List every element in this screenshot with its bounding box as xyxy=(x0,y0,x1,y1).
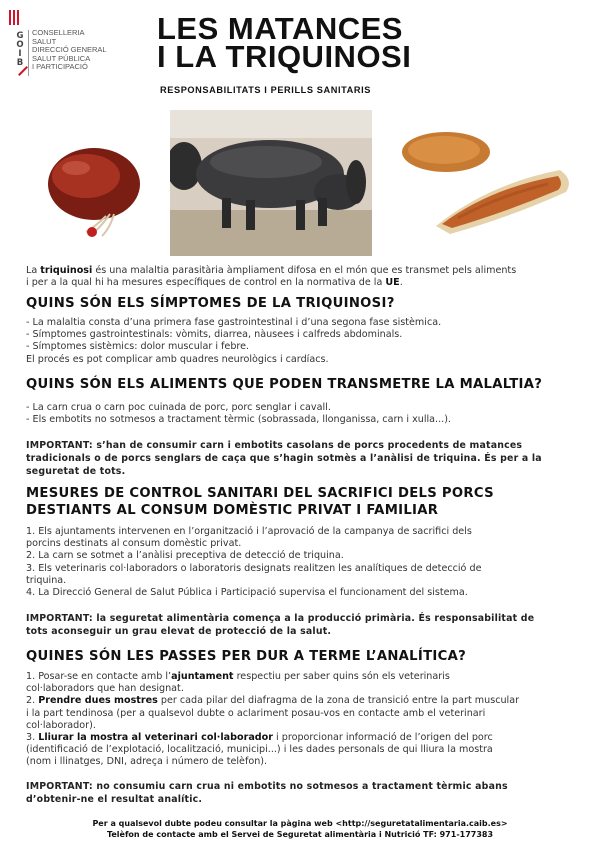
pig-photo xyxy=(170,110,372,256)
important-line: IMPORTANT: no consumiu carn crua ni embotits no sotmesos a tractament tèrmic abans xyxy=(26,781,508,792)
foods-list xyxy=(26,402,574,426)
intro-term: triquinosi xyxy=(40,265,93,276)
important-note-safety xyxy=(26,613,578,639)
step-text: i proporcionar informació de l’origen del porc xyxy=(273,732,493,744)
logo-letter: I xyxy=(18,49,22,59)
step-text: col·laborador). xyxy=(26,719,96,731)
analysis-steps-list xyxy=(26,671,574,769)
intro-text: . xyxy=(399,277,403,289)
organization-name xyxy=(32,29,107,72)
step-text: col·laboradors que han designat. xyxy=(26,683,184,695)
list-item: - La malaltia consta d’una primera fase gastrointestinal i d’una segona fase sistèmica. xyxy=(26,317,442,328)
step-emphasis: Lliurar la mostra al veterinari col·laborador xyxy=(38,732,273,744)
step-text: 3. xyxy=(26,732,39,744)
title-line: LES MATANCES xyxy=(157,11,403,46)
list-item: - La carn crua o carn poc cuinada de porc, porc senglar i cavall. xyxy=(26,402,331,413)
section-heading-control-measures xyxy=(26,485,586,519)
footer-website-line: Per a qualsevol dubte podeu consultar la pàgina web <http://seguretatalimentaria.caib.es> xyxy=(92,819,508,828)
important-line: tradicionals o de porcs senglars de caça que s’hagin sotmès a l’anàlisi de triquina. És per a la xyxy=(26,452,542,464)
important-line: IMPORTANT: la seguretat alimentària comença a la producció primària. És responsabilitat de xyxy=(26,613,535,624)
intro-text: és una malaltia parasitària àmpliament difosa en el món que es transmet pels aliments xyxy=(92,265,517,276)
important-note-foods xyxy=(26,440,578,478)
org-line: DIRECCIÓ GENERAL xyxy=(32,45,107,55)
list-item: 4. La Direcció General de Salut Pública i Participació supervisa el funcionament del sistema. xyxy=(26,587,468,599)
logo-letter: B xyxy=(16,58,24,68)
step-text: per cada pilar del diafragma de la zona de transició entre la part muscular xyxy=(157,695,520,707)
page-title xyxy=(157,11,412,74)
sobrassada-bread-photo xyxy=(398,126,574,238)
step-text: (nom i llinatges, DNI, adreça i número de telèfon). xyxy=(26,756,268,768)
important-line: IMPORTANT: s’han de consumir carn i embotits casolans de porcs procedents de matances xyxy=(26,440,523,451)
org-line: SALUT xyxy=(32,36,57,46)
heading-line: MESURES DE CONTROL SANITARI DEL SACRIFICI DELS PORCS xyxy=(26,486,494,501)
important-line: d’obtenir-ne el resultat analític. xyxy=(26,793,203,805)
section-heading-foods: QUINS SÓN ELS ALIMENTS QUE PODEN TRANSMETRE LA MALALTIA? xyxy=(26,377,543,392)
step-text: i la part tendinosa (per a qualsevol dubte o aclariment posau-vos en contacte amb el veterinari xyxy=(26,707,486,719)
section-heading-analysis-steps: QUINES SÓN LES PASSES PER DUR A TERME L’ANALÍTICA? xyxy=(26,649,467,664)
logo-divider xyxy=(28,30,29,76)
step-text: (identificació de l’explotació, localització, municipi...) i les dades personals de qui lliura la mostra xyxy=(26,744,493,756)
list-item: 3. Els veterinaris col·laboradors o laboratoris designats realitzen les analítiques de detecció de xyxy=(26,562,482,574)
intro-text: i per a la qual hi ha mesures específiques de control en la normativa de la xyxy=(26,277,386,289)
logo-letter: O xyxy=(16,40,24,50)
step-text: respectiu per saber quins són els veterinaris xyxy=(233,671,450,682)
step-emphasis: ajuntament xyxy=(171,671,234,682)
step-text: 1. Posar-se en contacte amb l’ xyxy=(26,671,172,682)
footer xyxy=(0,818,600,840)
list-item: - Símptomes gastrointestinals: vòmits, diarrea, nàusees i calfreds abdominals. xyxy=(26,329,403,341)
sausage-photo xyxy=(30,132,142,240)
logo-letter: G xyxy=(16,31,24,41)
section-heading-symptoms: QUINS SÓN ELS SÍMPTOMES DE LA TRIQUINOSI? xyxy=(26,296,395,311)
important-line: tots aconseguir un grau elevat de protecció de la salut. xyxy=(26,625,332,637)
important-note-consumption xyxy=(26,781,578,807)
footer-phone-line: Telèfon de contacte amb el Servei de Seguretat alimentària i Nutrició TF: 971-177383 xyxy=(106,830,494,839)
step-emphasis: Prendre dues mostres xyxy=(38,695,158,707)
balearic-flag-icon xyxy=(9,10,22,25)
list-item: 2. La carn se sotmet a l’anàlisi preceptiva de detecció de triquina. xyxy=(26,550,344,562)
list-item: El procés es pot complicar amb quadres neurològics i cardíacs. xyxy=(26,353,329,365)
symptoms-list xyxy=(26,317,574,366)
org-line: SALUT PÚBLICA xyxy=(32,53,91,63)
title-line: I LA TRIQUINOSI xyxy=(157,39,412,74)
list-item: porcins destinats al consum domèstic privat. xyxy=(26,538,242,550)
heading-line: DESTIANTS AL CONSUM DOMÈSTIC PRIVAT I FAMILIAR xyxy=(26,503,439,518)
org-line: CONSELLERIA xyxy=(32,28,85,37)
intro-text: La xyxy=(26,265,41,276)
intro-term: UE xyxy=(385,277,400,289)
intro-paragraph xyxy=(26,265,574,289)
list-item: - Els embotits no sotmesos a tractament tèrmic (sobrassada, llonganissa, carn i xulla...). xyxy=(26,414,451,426)
list-item: triquina. xyxy=(26,574,67,586)
org-line: I PARTICIPACIÓ xyxy=(32,62,88,72)
important-line: seguretat de tots. xyxy=(26,465,126,477)
list-item: - Símptomes sistèmics: dolor muscular i febre. xyxy=(26,341,250,353)
step-text: 2. xyxy=(26,695,39,707)
control-measures-list xyxy=(26,526,574,599)
goib-letters xyxy=(15,32,25,68)
page-subtitle: RESPONSABILITATS I PERILLS SANITARIS xyxy=(160,85,371,95)
list-item: 1. Els ajuntaments intervenen en l’organització i l’aprovació de la campanya de sacrifici dels xyxy=(26,526,472,537)
